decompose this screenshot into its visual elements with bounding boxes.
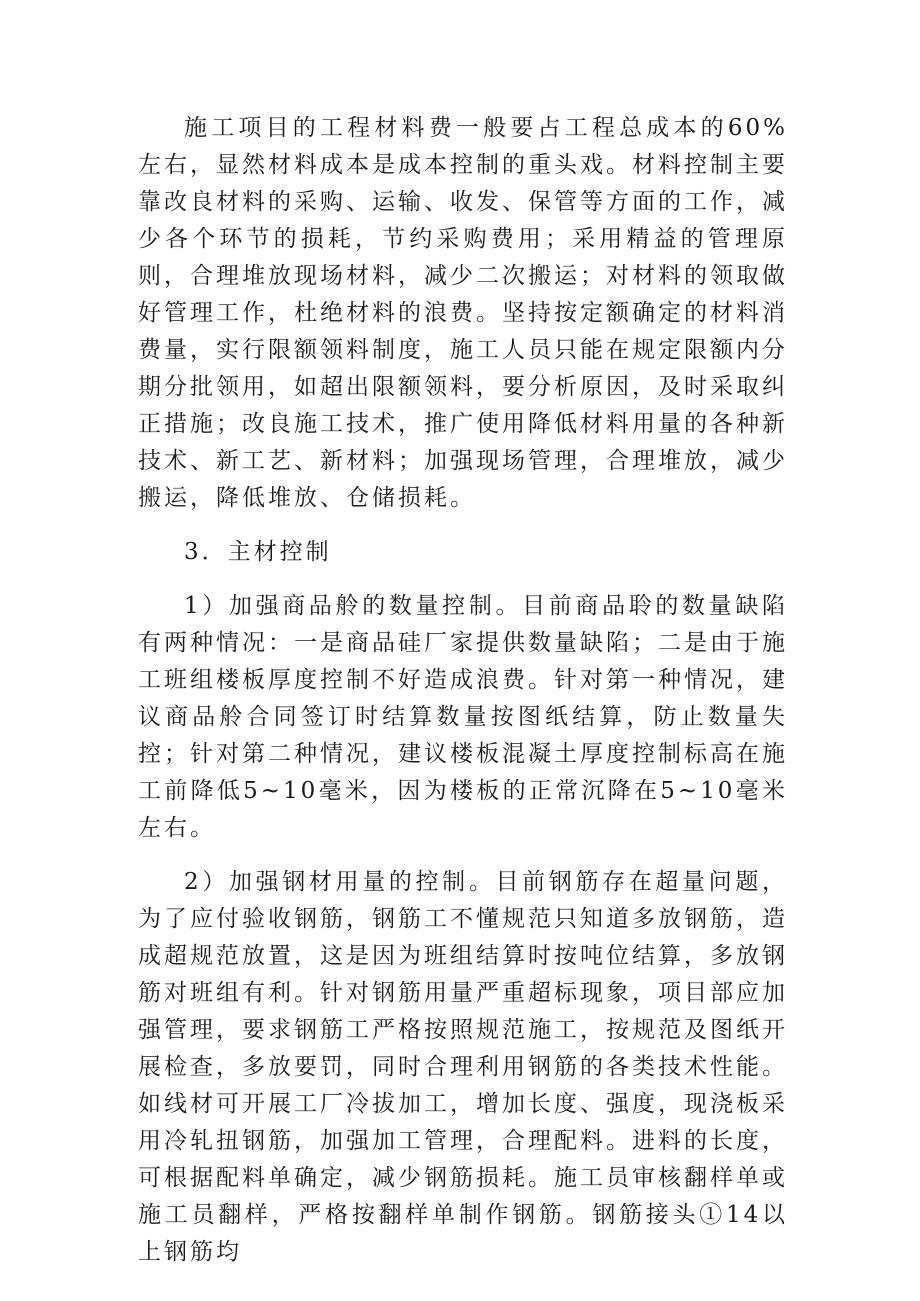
document-body (138, 110, 788, 1271)
paragraph-material-cost: 施工项目的工程材料费一般要占工程总成本的60%左右，显然材料成本是成本控制的重头戏。材料控制主要靠改良材料的采购、运输、收发、保管等方面的工作，减少各个环节的损耗，节约采购费用；采用精益的管理原则，合理堆放现场材料，减少二次搬运；对材料的领取做好管理工作，杜绝材料的浪费。坚持按定额确定的材料消费量，实行限额领料制度，施工人员只能在规定限额内分期分批领用，如超出限额领料，要分析原因，及时采取纠正措施；改良施工技术，推广使用降低材料用量的各种新技术、新工艺、新材料；加强现场管理，合理堆放，减少搬运，降低堆放、仓储损耗。 (138, 115, 788, 511)
paragraph-steel-usage-control: 2）加强钢材用量的控制。目前钢筋存在超量问题，为了应付验收钢筋，钢筋工不懂规范只知道多放钢筋，造成超规范放置，这是因为班组结算时按吨位结算，多放钢筋对班组有利。针对钢筋用量严重超标现象，项目部应加强管理，要求钢筋工严格按照规范施工，按规范及图纸开展检查，多放要罚，同时合理利用钢筋的各类技术性能。如线材可开展工厂冷拔加工，增加长度、强度，现浇板采用冷轧扭钢筋，加强加工管理，合理配料。进料的长度，可根据配料单确定，减少钢筋损耗。施工员审核翻样单或施工员翻样，严格按翻样单制作钢筋。钢筋接头①14以上钢筋均 (138, 869, 788, 1265)
section-heading-main-material-control: 3．主材控制 (184, 539, 332, 565)
paragraph-concrete-quantity-control: 1）加强商品舲的数量控制。目前商品聆的数量缺陷有两种情况：一是商品硅厂家提供数量缺陷；二是由于施工班组楼板厚度控制不好造成浪费。针对第一种情况，建议商品舲合同签订时结算数量按图纸结算，防止数量失控；针对第二种情况，建议楼板混凝土厚度控制标高在施工前降低5~10毫米，因为楼板的正常沉降在5~10毫米左右。 (138, 593, 788, 841)
